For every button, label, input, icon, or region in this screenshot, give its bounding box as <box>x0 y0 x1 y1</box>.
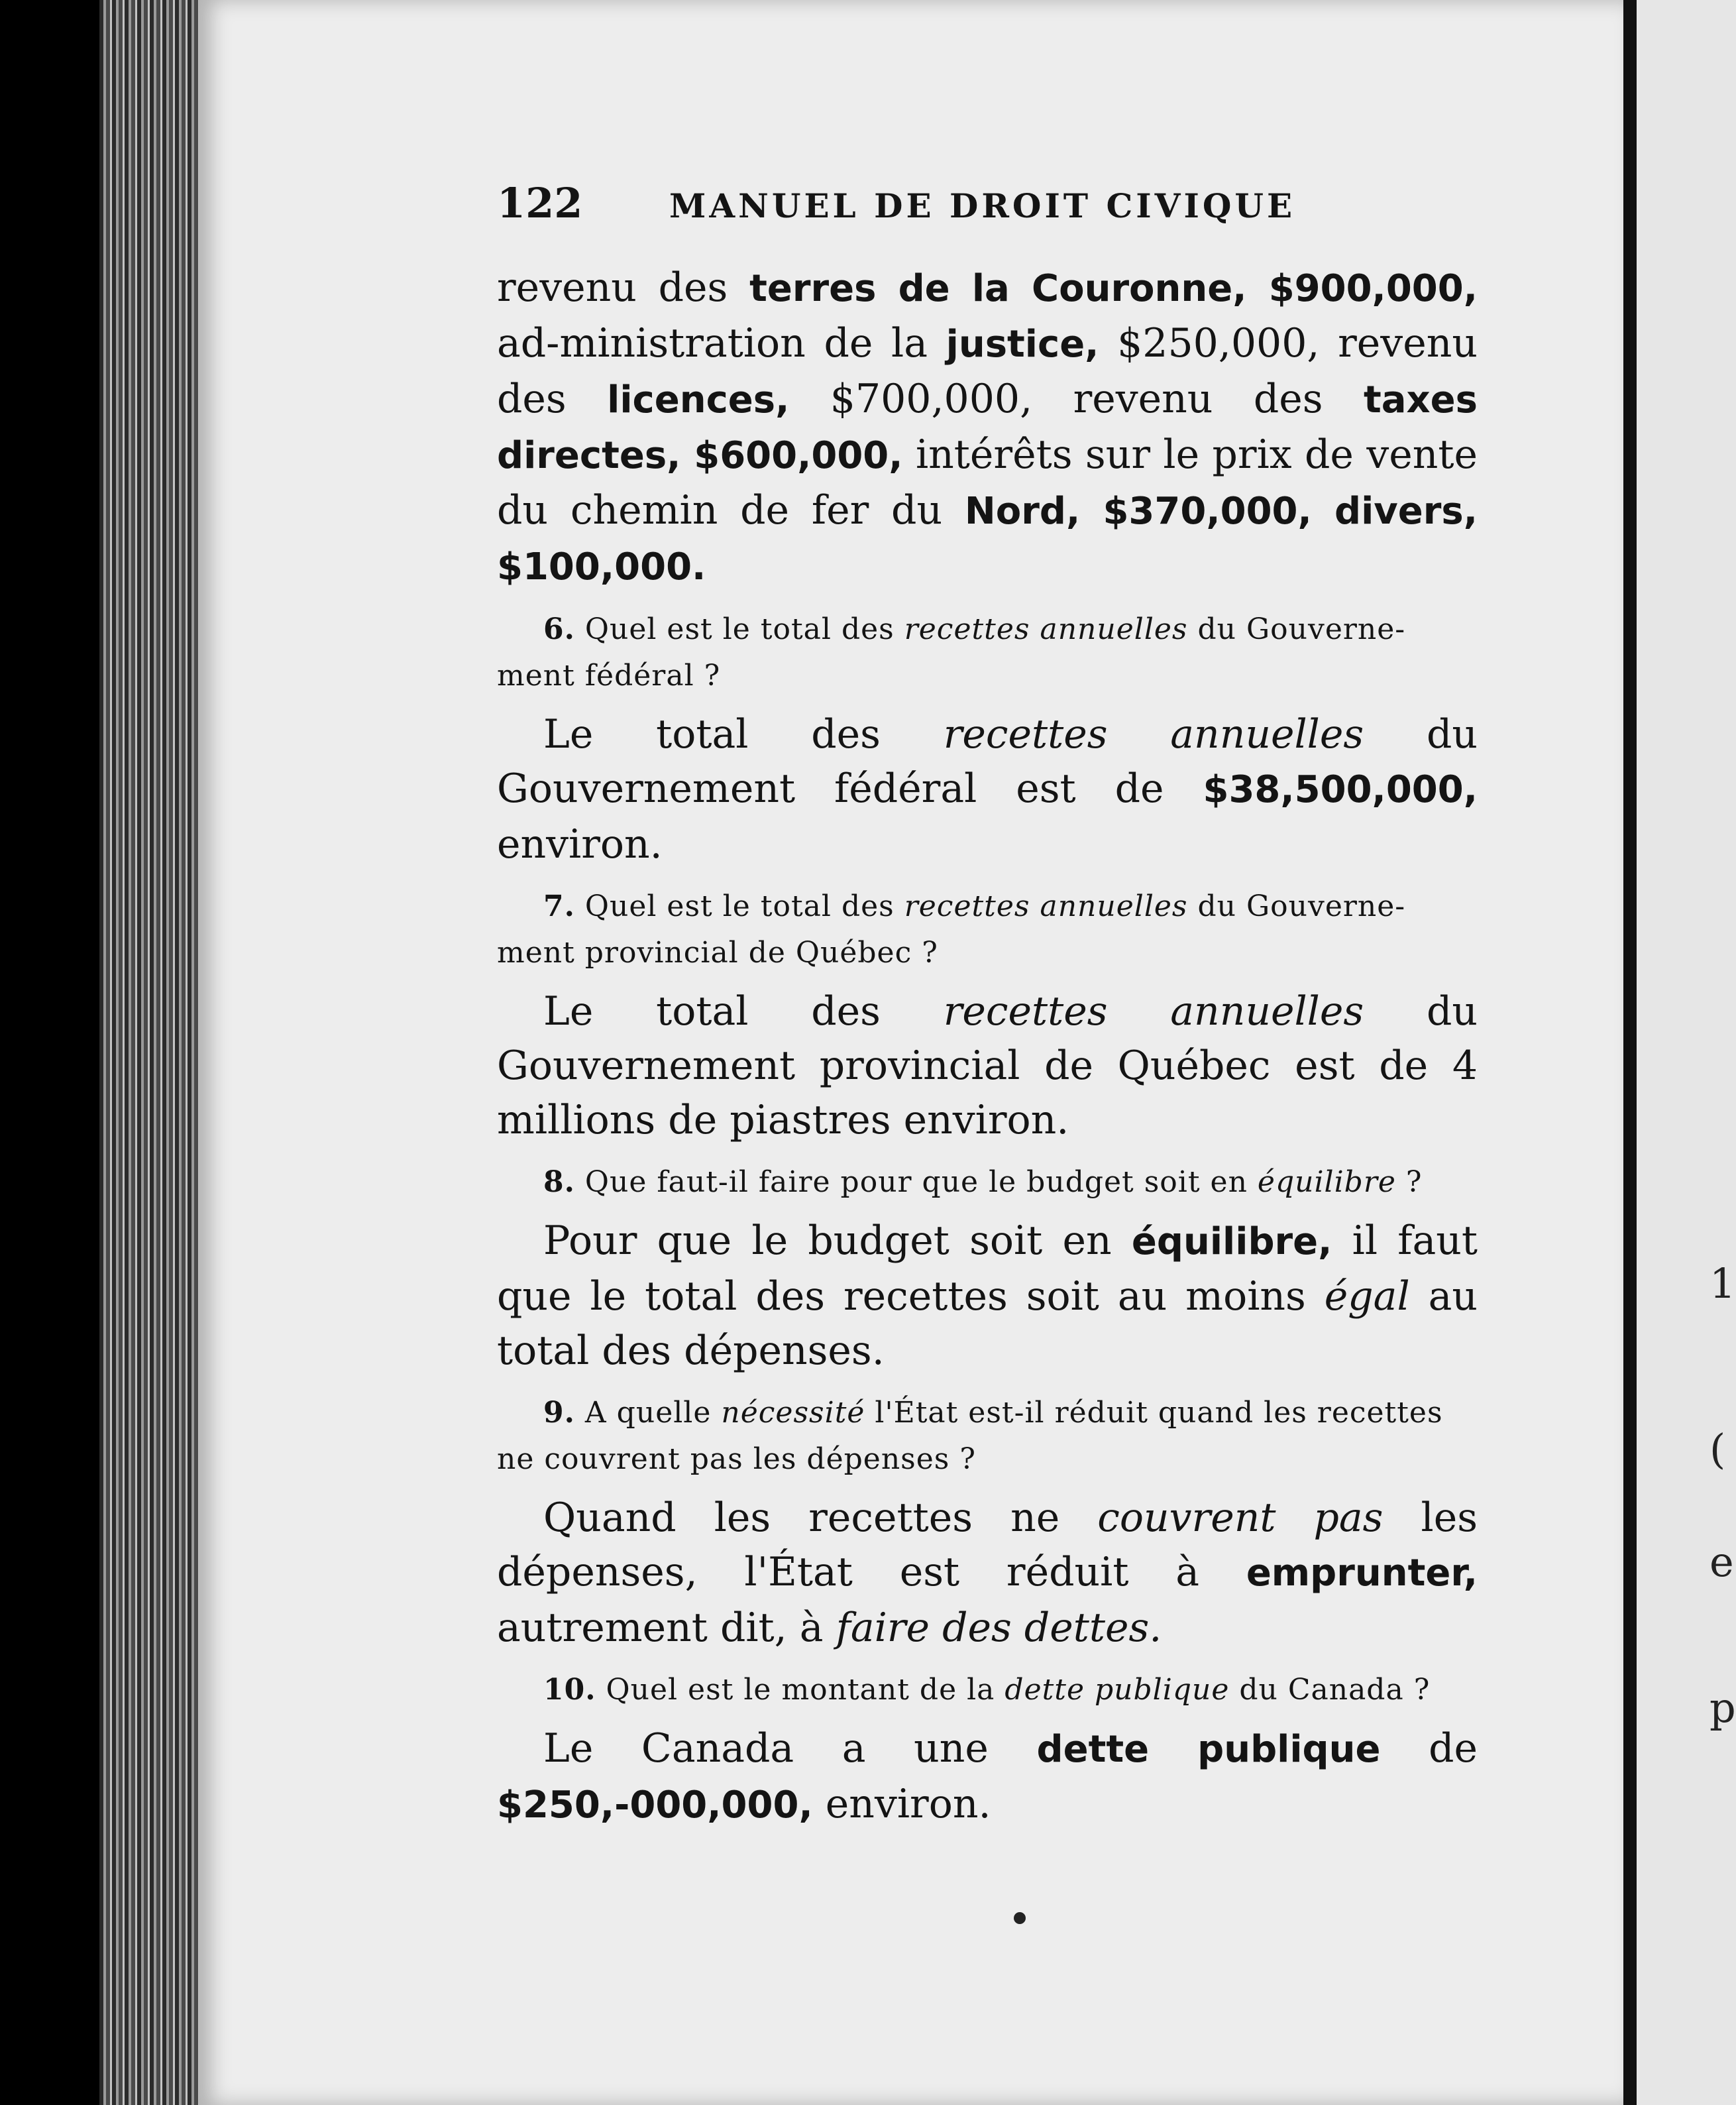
answer-9: Quand les recettes ne couvrent pas les dépenses, l'État est réduit à emprunter, autrement dit, à faire des dettes. <box>497 1495 1478 1651</box>
question-10: 10. Quel est le montant de la dette publique du Canada ? <box>543 1673 1431 1707</box>
next-page-glyph: 1 <box>1709 1259 1736 1308</box>
next-page-glyph: e <box>1709 1538 1734 1586</box>
next-page-glyph: ( <box>1709 1425 1726 1473</box>
next-page-edge <box>1637 0 1736 2105</box>
page-content <box>497 179 1478 1833</box>
paragraph-intro: revenu des terres de la Couronne, $900,000, ad-ministration de la justice, $250,000, revenu des licences, $700,000, revenu des taxes directes, $600,000, intérêts sur le prix de vente du chemin de fer du Nord, $370,000, divers, $100,000. <box>497 264 1478 589</box>
answer-7: Le total des recettes annuelles du Gouvernement provincial de Québec est de 4 millions de piastres environ. <box>497 988 1478 1143</box>
answer-8: Pour que le budget soit en équilibre, il faut que le total des recettes soit au moins égal au total des dépenses. <box>497 1218 1478 1374</box>
answer-10: Le Canada a une dette publique de $250,-000,000, environ. <box>497 1725 1478 1827</box>
running-title: MANUEL DE DROIT CIVIQUE <box>669 186 1296 225</box>
page-number: 122 <box>497 179 583 227</box>
question-7: 7. Quel est le total des recettes annuelles du Gouverne-ment provincial de Québec ? <box>497 889 1406 970</box>
answer-6: Le total des recettes annuelles du Gouvernement fédéral est de $38,500,000, environ. <box>497 711 1478 868</box>
question-8: 8. Que faut-il faire pour que le budget soit en équilibre ? <box>543 1165 1423 1199</box>
page-edges <box>99 0 212 2105</box>
running-head <box>497 179 1478 227</box>
question-9: 9. A quelle nécessité l'État est-il réduit quand les recettes ne couvrent pas les dépenses ? <box>497 1396 1443 1476</box>
ink-speck <box>1014 1912 1026 1924</box>
next-page-glyph: p <box>1709 1683 1736 1732</box>
question-6: 6. Quel est le total des recettes annuelles du Gouverne-ment fédéral ? <box>497 612 1406 693</box>
book-gutter <box>1623 0 1637 2105</box>
